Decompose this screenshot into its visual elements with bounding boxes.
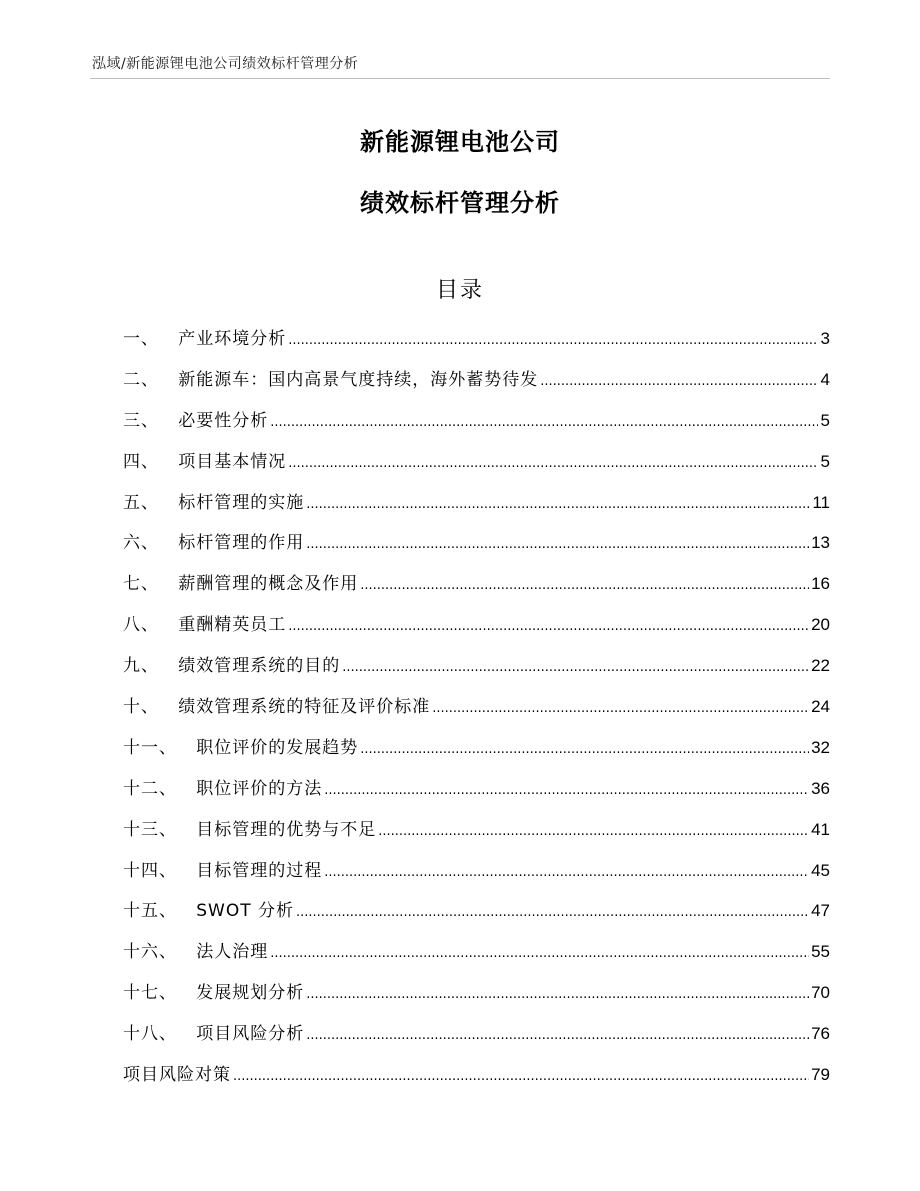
toc-entry-number: 十五、 [123, 901, 197, 922]
toc-dot-leader [360, 578, 809, 593]
toc-entry-page: 22 [811, 656, 830, 676]
toc-entry-label: 发展规划分析 [196, 983, 305, 1004]
toc-entry[interactable] [123, 978, 830, 1019]
toc-dot-leader [306, 537, 809, 552]
toc-entry-page: 76 [811, 1024, 830, 1044]
toc-entry-page: 5 [820, 451, 830, 471]
toc-dot-leader [288, 456, 818, 471]
toc-entry[interactable] [123, 406, 830, 447]
toc-heading: 目录 [435, 278, 484, 303]
toc-entry-number: 十七、 [123, 983, 197, 1004]
toc-entry-number: 十、 [123, 697, 179, 718]
toc-dot-leader [233, 1069, 809, 1084]
toc-entry-number: 十六、 [123, 942, 197, 963]
toc-entry-number: 二、 [123, 369, 179, 390]
toc-entry-number: 十四、 [123, 860, 197, 881]
toc-entry[interactable] [123, 528, 830, 569]
toc-entry-label: 项目基本情况 [178, 451, 287, 472]
toc-entry-page: 13 [811, 533, 830, 553]
toc-entry-number: 一、 [123, 329, 179, 349]
toc-entry-page: 16 [811, 574, 830, 594]
toc-dot-leader [270, 415, 818, 430]
toc-entry-page: 45 [811, 860, 830, 880]
toc-entry-number: 四、 [123, 451, 179, 472]
toc-entry-label: 标杆管理的作用 [178, 533, 305, 554]
toc-entry-number: 十一、 [123, 737, 197, 758]
toc-entry[interactable] [123, 937, 830, 978]
toc-dot-leader [342, 660, 809, 675]
toc-entry[interactable] [123, 324, 830, 365]
toc-entry[interactable] [123, 488, 830, 529]
toc-entry-label: 薪酬管理的概念及作用 [178, 574, 359, 595]
toc-entry-number: 五、 [123, 492, 179, 513]
toc-entry-number: 六、 [123, 533, 179, 554]
toc-entry[interactable] [123, 692, 830, 733]
document-title-line-2: 绩效标杆管理分析 [360, 189, 560, 217]
toc-entry[interactable] [123, 815, 830, 856]
toc-entry-page: 24 [811, 697, 830, 717]
toc-entry[interactable] [123, 651, 830, 692]
toc-entry-number: 十二、 [123, 778, 197, 799]
toc-entry-label: 绩效管理系统的特征及评价标准 [178, 697, 431, 718]
table-of-contents [123, 324, 830, 1101]
toc-entry-number: 八、 [123, 615, 179, 636]
toc-entry[interactable] [123, 447, 830, 488]
toc-entry-page: 41 [811, 819, 830, 839]
toc-entry-page: 47 [811, 901, 830, 921]
document-title-line-1: 新能源锂电池公司 [360, 128, 560, 156]
toc-entry-page: 4 [820, 369, 830, 389]
toc-entry[interactable] [123, 896, 830, 937]
toc-dot-leader [306, 497, 810, 512]
toc-entry-label: SWOT 分析 [196, 901, 294, 922]
toc-entry-page: 55 [811, 942, 830, 962]
toc-entry-label: 目标管理的优势与不足 [196, 819, 377, 840]
toc-dot-leader [306, 1028, 809, 1043]
toc-entry[interactable] [123, 1060, 830, 1101]
toc-entry-number: 十八、 [123, 1024, 197, 1045]
toc-entry-label: 标杆管理的实施 [178, 492, 305, 513]
toc-dot-leader [324, 865, 809, 880]
toc-entry-label: 重酬精英员工 [178, 615, 287, 636]
toc-dot-leader [540, 374, 818, 389]
toc-entry-label: 职位评价的发展趋势 [196, 737, 359, 758]
toc-dot-leader [378, 824, 809, 839]
toc-entry-number: 九、 [123, 656, 179, 677]
toc-dot-leader [296, 905, 809, 920]
toc-entry-page: 3 [820, 329, 830, 348]
toc-entry[interactable] [123, 569, 830, 610]
toc-entry[interactable] [123, 856, 830, 897]
toc-entry-label: 职位评价的方法 [196, 778, 323, 799]
toc-entry-page: 32 [811, 737, 830, 757]
toc-entry-number: 七、 [123, 574, 179, 595]
toc-entry-label: 绩效管理系统的目的 [178, 656, 341, 677]
toc-entry-label: 新能源车：国内高景气度持续，海外蓄势待发 [178, 369, 539, 390]
toc-dot-leader [324, 783, 809, 798]
toc-dot-leader [288, 619, 809, 634]
toc-entry-page: 79 [811, 1065, 830, 1085]
toc-dot-leader [270, 946, 809, 961]
header-divider [90, 78, 830, 79]
toc-entry[interactable] [123, 610, 830, 651]
toc-entry[interactable] [123, 1019, 830, 1060]
toc-entry-label: 项目风险对策 [123, 1065, 231, 1086]
toc-dot-leader [360, 742, 809, 757]
toc-entry[interactable] [123, 774, 830, 815]
toc-entry-page: 20 [811, 615, 830, 635]
toc-entry-page: 11 [812, 492, 830, 512]
toc-entry-label: 必要性分析 [178, 410, 269, 431]
toc-entry[interactable] [123, 365, 830, 406]
toc-entry-page: 5 [820, 410, 830, 430]
running-header: 泓域/新能源锂电池公司绩效标杆管理分析 [92, 56, 359, 72]
toc-entry-page: 36 [811, 778, 830, 798]
toc-dot-leader [288, 333, 818, 348]
toc-entry-label: 产业环境分析 [178, 329, 287, 349]
toc-entry-number: 三、 [123, 410, 179, 431]
toc-dot-leader [306, 987, 809, 1002]
toc-entry-label: 项目风险分析 [196, 1024, 305, 1045]
toc-entry-page: 70 [811, 983, 830, 1003]
toc-entry-label: 法人治理 [196, 942, 269, 963]
toc-entry-label: 目标管理的过程 [196, 860, 323, 881]
toc-entry-number: 十三、 [123, 819, 197, 840]
toc-dot-leader [432, 701, 809, 716]
toc-entry[interactable] [123, 733, 830, 774]
